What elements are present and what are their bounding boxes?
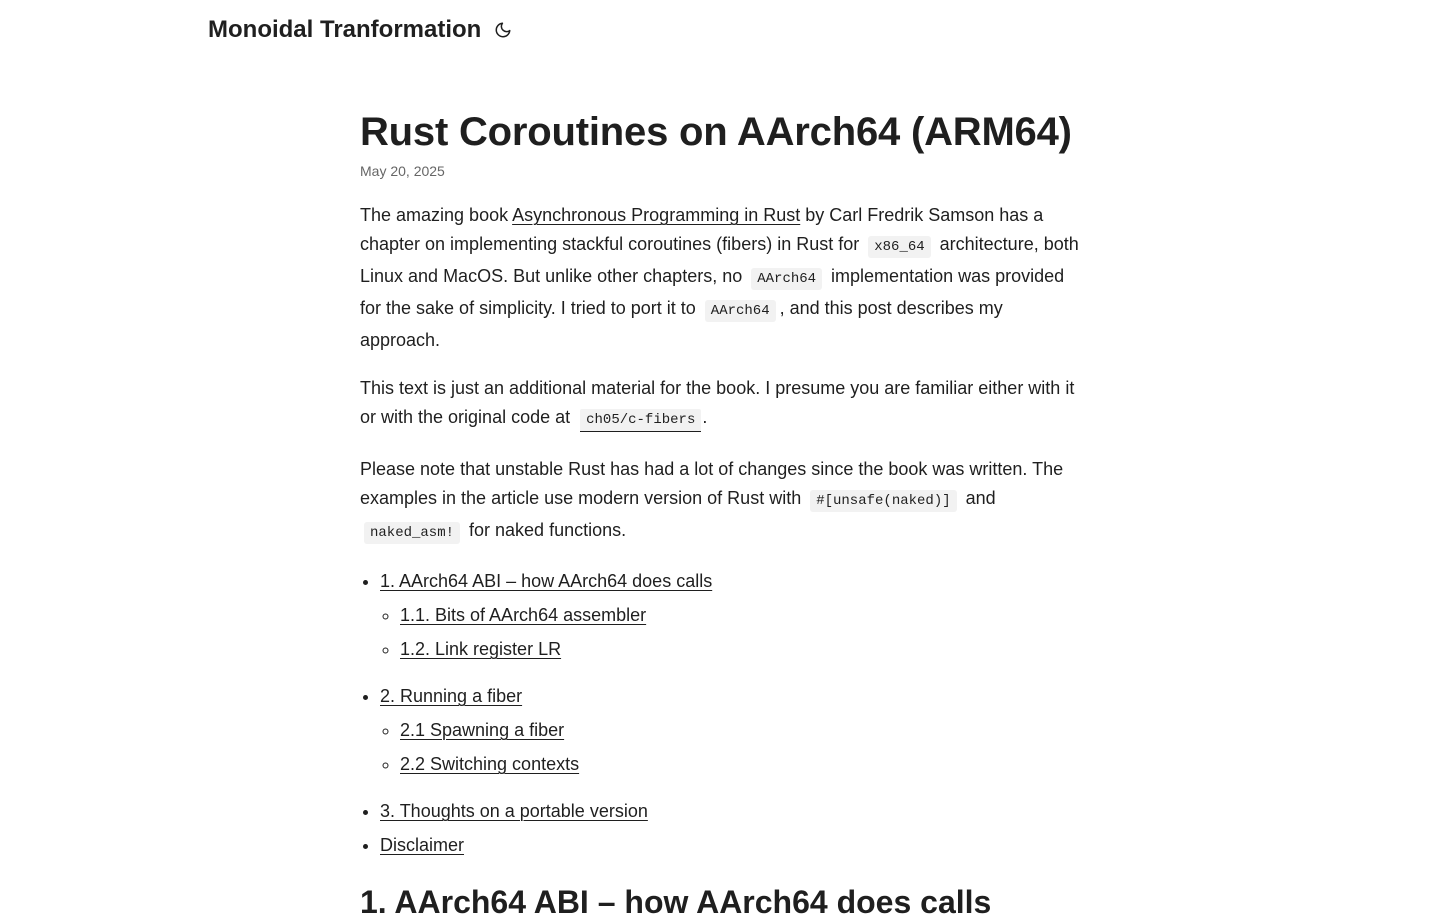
toc-sublist	[380, 716, 1082, 779]
text: The amazing book	[360, 205, 513, 225]
table-of-contents	[360, 567, 1082, 860]
article	[360, 106, 1082, 922]
text: , and this post describes my approach.	[360, 298, 1003, 350]
toc-item	[380, 682, 1082, 779]
inline-code: AArch64	[705, 300, 776, 322]
toc-link-portable[interactable]: 3. Thoughts on a portable version	[380, 801, 648, 821]
text: architecture, both Linux and MacOS. But unlike other chapters, no	[360, 234, 1079, 286]
toc-link-abi[interactable]: 1. AArch64 ABI – how AArch64 does calls	[380, 571, 713, 591]
site-header	[208, 14, 513, 46]
toc-link-disclaimer[interactable]: Disclaimer	[380, 835, 465, 855]
text: implementation was provided for the sake of simplicity. I tried to port it to	[360, 266, 1065, 318]
site-title-link[interactable]: Monoidal Tranformation	[208, 16, 482, 43]
text: .	[702, 407, 708, 427]
toc-subitem	[400, 635, 1082, 664]
toc-link-running-fiber[interactable]: 2. Running a fiber	[380, 686, 523, 706]
intro-paragraph	[360, 201, 1082, 355]
text: Please note that unstable Rust has had a lot of changes since the book was written. The examples in the article use modern version of Rust with	[360, 459, 1064, 508]
toc-item	[380, 797, 1082, 826]
toc-item	[380, 567, 1082, 664]
toc-sublist	[380, 601, 1082, 664]
text: by Carl Fredrik Samson has a chapter on implementing stackful coroutines (fibers) in Rust for	[360, 205, 1044, 254]
text: and	[960, 488, 996, 508]
toc-subitem	[400, 750, 1082, 779]
post-date: May 20, 2025	[360, 163, 445, 179]
c-fibers-code-link[interactable]: ch05/c-fibers	[580, 409, 701, 432]
inline-code: AArch64	[751, 268, 822, 290]
toc-link-spawning[interactable]: 2.1 Spawning a fiber	[400, 720, 565, 740]
text: This text is just an additional material for the book. I presume you are familiar either with it or with the original code at	[360, 378, 1075, 427]
context-paragraph	[360, 374, 1082, 435]
note-paragraph	[360, 455, 1082, 548]
inline-code: x86_64	[868, 236, 930, 258]
inline-code: naked_asm!	[364, 522, 460, 544]
section-heading: 1. AArch64 ABI – how AArch64 does calls	[360, 884, 992, 920]
text: for naked functions.	[464, 520, 627, 540]
moon-icon[interactable]	[493, 20, 513, 40]
post-title: Rust Coroutines on AArch64 (ARM64)	[360, 110, 1072, 154]
toc-link-link-register[interactable]: 1.2. Link register LR	[400, 639, 562, 659]
toc-subitem	[400, 601, 1082, 630]
toc-link-switching[interactable]: 2.2 Switching contexts	[400, 754, 580, 774]
book-link[interactable]: Asynchronous Programming in Rust	[512, 205, 801, 225]
inline-code: #[unsafe(naked)]	[810, 490, 956, 512]
toc-link-assembler[interactable]: 1.1. Bits of AArch64 assembler	[400, 605, 647, 625]
toc-subitem	[400, 716, 1082, 745]
toc-item	[380, 831, 1082, 860]
